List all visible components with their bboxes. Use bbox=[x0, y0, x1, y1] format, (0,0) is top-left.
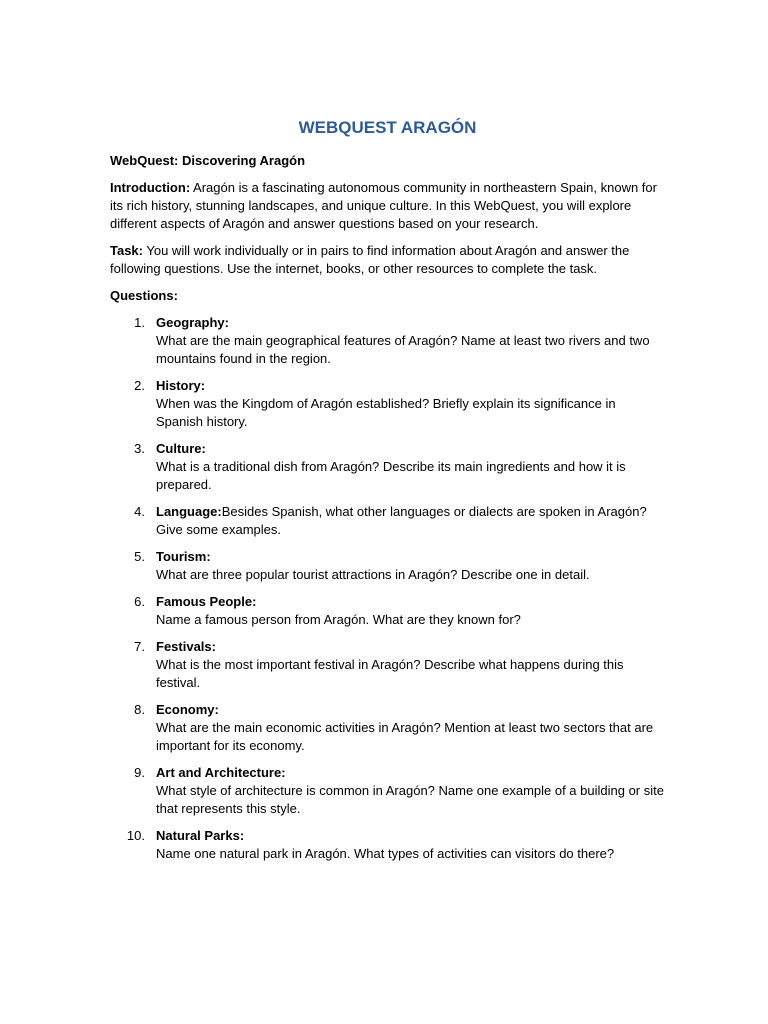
question-text: When was the Kingdom of Aragón established? Briefly explain its significance in Spanish history. bbox=[156, 396, 616, 429]
question-number: 7. bbox=[134, 639, 145, 654]
introduction-label: Introduction: bbox=[110, 180, 191, 195]
question-title: Natural Parks: bbox=[156, 828, 245, 843]
question-text: What are the main economic activities in Aragón? Mention at least two sectors that are important for its economy. bbox=[156, 720, 654, 753]
question-text: Name a famous person from Aragón. What are they known for? bbox=[156, 612, 521, 627]
question-text: What is a traditional dish from Aragón? Describe its main ingredients and how it is prepared. bbox=[156, 459, 626, 492]
question-item-festivals bbox=[110, 638, 665, 692]
question-title: Economy: bbox=[156, 702, 219, 717]
question-item-tourism bbox=[110, 548, 665, 584]
question-item-economy bbox=[110, 701, 665, 755]
question-text: What style of architecture is common in Aragón? Name one example of a building or site that represents this style. bbox=[156, 783, 664, 816]
task-label: Task: bbox=[110, 243, 143, 258]
introduction-paragraph bbox=[110, 179, 665, 233]
question-number: 9. bbox=[134, 765, 145, 780]
question-title: Famous People: bbox=[156, 594, 257, 609]
question-item-history bbox=[110, 377, 665, 431]
question-title: Language: bbox=[156, 504, 222, 519]
question-item-culture bbox=[110, 440, 665, 494]
question-item-art-architecture bbox=[110, 764, 665, 818]
question-number: 3. bbox=[134, 441, 145, 456]
question-title: Tourism: bbox=[156, 549, 211, 564]
question-item-famous-people bbox=[110, 593, 665, 629]
document-title: WEBQUEST ARAGÓN bbox=[298, 118, 477, 137]
question-text: What are three popular tourist attractions in Aragón? Describe one in detail. bbox=[156, 567, 590, 582]
question-item-language bbox=[110, 503, 665, 539]
document-subtitle: WebQuest: Discovering Aragón bbox=[110, 153, 306, 168]
question-number: 10. bbox=[126, 828, 145, 843]
introduction-text: Aragón is a fascinating autonomous community in northeastern Spain, known for its rich history, stunning landscapes, and unique culture. In this WebQuest, you will explore different aspects of Aragón and answer questions based on your research. bbox=[110, 180, 657, 231]
question-title: Culture: bbox=[156, 441, 206, 456]
question-text: Name one natural park in Aragón. What types of activities can visitors do there? bbox=[156, 846, 615, 861]
question-number: 2. bbox=[134, 378, 145, 393]
questions-heading: Questions: bbox=[110, 288, 178, 303]
question-title: History: bbox=[156, 378, 206, 393]
question-number: 8. bbox=[134, 702, 145, 717]
question-number: 1. bbox=[134, 315, 145, 330]
document-body bbox=[110, 116, 665, 872]
question-number: 6. bbox=[134, 594, 145, 609]
question-text: What are the main geographical features of Aragón? Name at least two rivers and two mountains found in the region. bbox=[156, 333, 650, 366]
question-number: 4. bbox=[134, 504, 145, 519]
question-title: Festivals: bbox=[156, 639, 216, 654]
task-text: You will work individually or in pairs to find information about Aragón and answer the following questions. Use the internet, books, or other resources to complete the task. bbox=[110, 243, 630, 276]
question-title: Art and Architecture: bbox=[156, 765, 286, 780]
question-item-geography bbox=[110, 314, 665, 368]
question-text: Besides Spanish, what other languages or dialects are spoken in Aragón? Give some examples. bbox=[156, 504, 647, 537]
question-text: What is the most important festival in Aragón? Describe what happens during this festival. bbox=[156, 657, 624, 690]
questions-list bbox=[110, 314, 665, 863]
question-title: Geography: bbox=[156, 315, 229, 330]
question-item-natural-parks bbox=[110, 827, 665, 863]
question-number: 5. bbox=[134, 549, 145, 564]
task-paragraph bbox=[110, 242, 665, 278]
